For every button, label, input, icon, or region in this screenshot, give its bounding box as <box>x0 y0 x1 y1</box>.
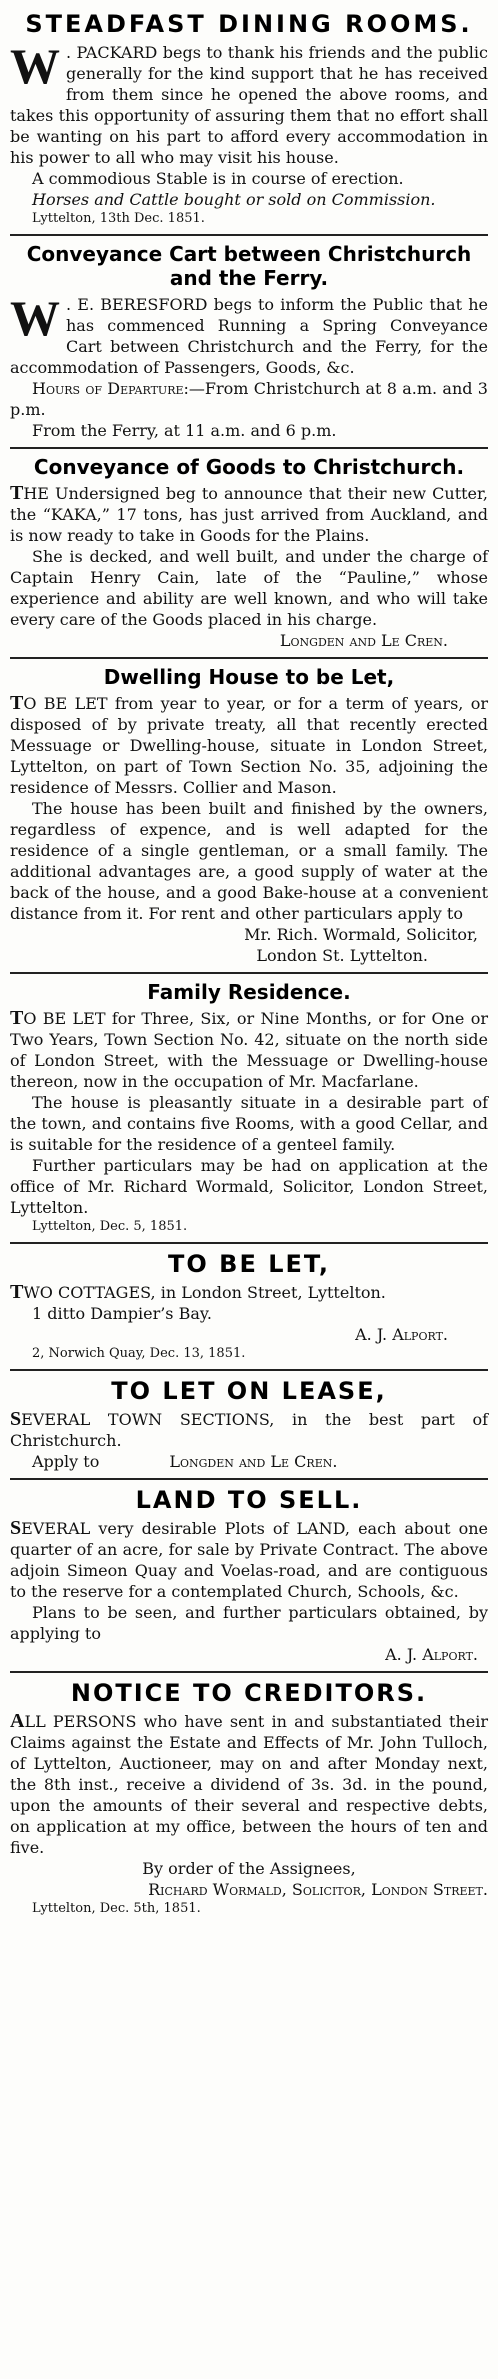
ad-title: TO LET ON LEASE, <box>111 1377 387 1405</box>
initial-cap: T <box>10 1007 24 1029</box>
ad-to-let-on-lease <box>10 1377 488 1472</box>
ad-steadfast-dining-rooms <box>10 10 488 228</box>
ad-body: W . PACKARD begs to thank his friends and the public generally for the kind support that he has received from them since he opened the above rooms, and takes this opportunity of assuring them that no effort shall be wanting on his part to afford every accommodation in his power to all who may visit his house. <box>10 38 488 167</box>
ad-title: STEADFAST DINING ROOMS. <box>25 10 473 38</box>
ad-body: TWO COTTAGES, in London Street, Lyttelton. <box>10 1281 386 1303</box>
ad-body: SEVERAL very desirable Plots of LAND, each about one quarter of an acre, for sale by Private Contract. The above adjoin Simeon Quay and Voelas-road, and are contiguous to the reserve for a contemplated Church, Schools, &c. <box>10 1517 488 1601</box>
ad-title: Conveyance of Goods to Christchurch. <box>33 455 465 479</box>
ad-signature: A. J. Alport. <box>385 1645 478 1664</box>
ad-body: SEVERAL TOWN SECTIONS, in the best part of Christchurch. <box>10 1408 488 1450</box>
ad-paragraph: 1 ditto Dampier’s Bay. <box>32 1304 212 1323</box>
ad-to-be-let <box>10 1250 488 1363</box>
ad-land-to-sell <box>10 1486 488 1665</box>
ad-title: TO BE LET, <box>168 1250 330 1278</box>
ad-body: TO BE LET for Three, Six, or Nine Months, or for One or Two Years, Town Section No. 42, situate on the north side of London Street, with the Messuage or Dwelling-house thereon, now in the occupation of Mr. Macfarlane. <box>10 1007 488 1091</box>
ad-signature: Richard Wormald, Solicitor, London Street. <box>148 1880 488 1899</box>
ad-signature: Longden and Le Cren. <box>279 631 448 650</box>
ad-title: Dwelling House to be Let, <box>103 665 395 689</box>
ad-signature: A. J. Alport. <box>355 1325 448 1344</box>
ad-body: W . E. BERESFORD begs to inform the Public that he has commenced Running a Spring Conveyance Cart between Christchurch and the Ferry, for the accommodation of Passengers, Goods, &c. <box>10 290 488 377</box>
ad-dwelling-house <box>10 665 488 966</box>
ad-signature: Mr. Rich. Wormald, Solicitor, <box>244 925 478 944</box>
ad-signature: London St. Lyttelton. <box>256 946 428 965</box>
ad-title: Family Residence. <box>147 980 351 1004</box>
ad-date: Lyttelton, Dec. 5, 1851. <box>32 1219 188 1234</box>
initial-cap: T <box>10 1281 24 1303</box>
divider <box>10 234 488 236</box>
ad-notice-to-creditors <box>10 1679 488 1918</box>
ad-paragraph: Plans to be seen, and further particulars obtained, by applying to <box>10 1603 488 1643</box>
ad-paragraph: From the Ferry, at 11 a.m. and 6 p.m. <box>32 421 337 440</box>
divider <box>10 1478 488 1480</box>
ad-body: THE Undersigned beg to announce that their new Cutter, the “KAKA,” 17 tons, has just arrived from Auckland, and is now ready to take in Goods for the Plains. <box>10 482 488 545</box>
ad-body: TO BE LET from year to year, or for a term of years, or disposed of by private treaty, all that recently erected Messuage or Dwelling-house, situate in London Street, Lyttelton, on part of Town Section No. 35, adjoining the residence of Messrs. Collier and Mason. <box>10 692 488 797</box>
initial-cap: S <box>10 1408 22 1430</box>
ad-conveyance-of-goods <box>10 455 488 651</box>
divider <box>10 972 488 974</box>
ad-paragraph: Apply to Longden and Le Cren. <box>32 1452 338 1471</box>
divider <box>10 447 488 449</box>
divider <box>10 1369 488 1371</box>
initial-cap: T <box>10 692 24 714</box>
ad-conveyance-cart <box>10 242 488 441</box>
ad-date: Lyttelton, Dec. 5th, 1851. <box>32 1901 201 1916</box>
drop-cap: W <box>10 38 60 94</box>
ad-paragraph: Further particulars may be had on application at the office of Mr. Richard Wormald, Solicitor, London Street, Lyttelton. <box>10 1156 488 1217</box>
ad-paragraph: The house has been built and finished by the owners, regardless of expence, and is well adapted for the residence of a single gentleman, or a small family. The additional advantages are, a good supply of water at the back of the house, and a good Bake-house at a convenient distance from it. For rent and other particulars apply to <box>10 799 488 923</box>
initial-cap: A <box>10 1710 25 1732</box>
ad-paragraph: The house is pleasantly situate in a desirable part of the town, and contains five Rooms, with a good Cellar, and is suitable for the residence of a genteel family. <box>10 1093 488 1154</box>
divider <box>10 657 488 659</box>
ad-date: Lyttelton, 13th Dec. 1851. <box>32 211 205 226</box>
divider <box>10 1242 488 1244</box>
ad-family-residence <box>10 980 488 1236</box>
initial-cap: S <box>10 1517 22 1539</box>
ad-paragraph: She is decked, and well built, and under the charge of Captain Henry Cain, late of the “Pauline,” whose experience and ability are well known, and who will take every care of the Goods placed in his charge. <box>10 547 488 629</box>
initial-cap: T <box>10 482 24 504</box>
ad-date: 2, Norwich Quay, Dec. 13, 1851. <box>32 1346 246 1361</box>
ad-title: NOTICE TO CREDITORS. <box>70 1679 428 1707</box>
ad-paragraph: Horses and Cattle bought or sold on Commission. <box>32 190 436 209</box>
ad-title: Conveyance Cart between Christchurch and the Ferry. <box>26 242 472 290</box>
divider <box>10 1671 488 1673</box>
ad-title: LAND TO SELL. <box>135 1486 363 1514</box>
ad-paragraph: Hours of Departure:—From Christchurch at 8 a.m. and 3 p.m. <box>10 379 488 419</box>
drop-cap: W <box>10 290 60 346</box>
ad-paragraph: By order of the Assignees, <box>142 1859 356 1878</box>
ad-body: ALL PERSONS who have sent in and substantiated their Claims against the Estate and Effects of Mr. John Tulloch, of Lyttelton, Auctioneer, may on and after Monday next, the 8th inst., receive a dividend of 3s. 3d. in the pound, upon the amounts of their several and respective debts, on application at my office, between the hours of ten and five. <box>10 1710 488 1857</box>
ad-paragraph: A commodious Stable is in course of erection. <box>32 169 404 188</box>
